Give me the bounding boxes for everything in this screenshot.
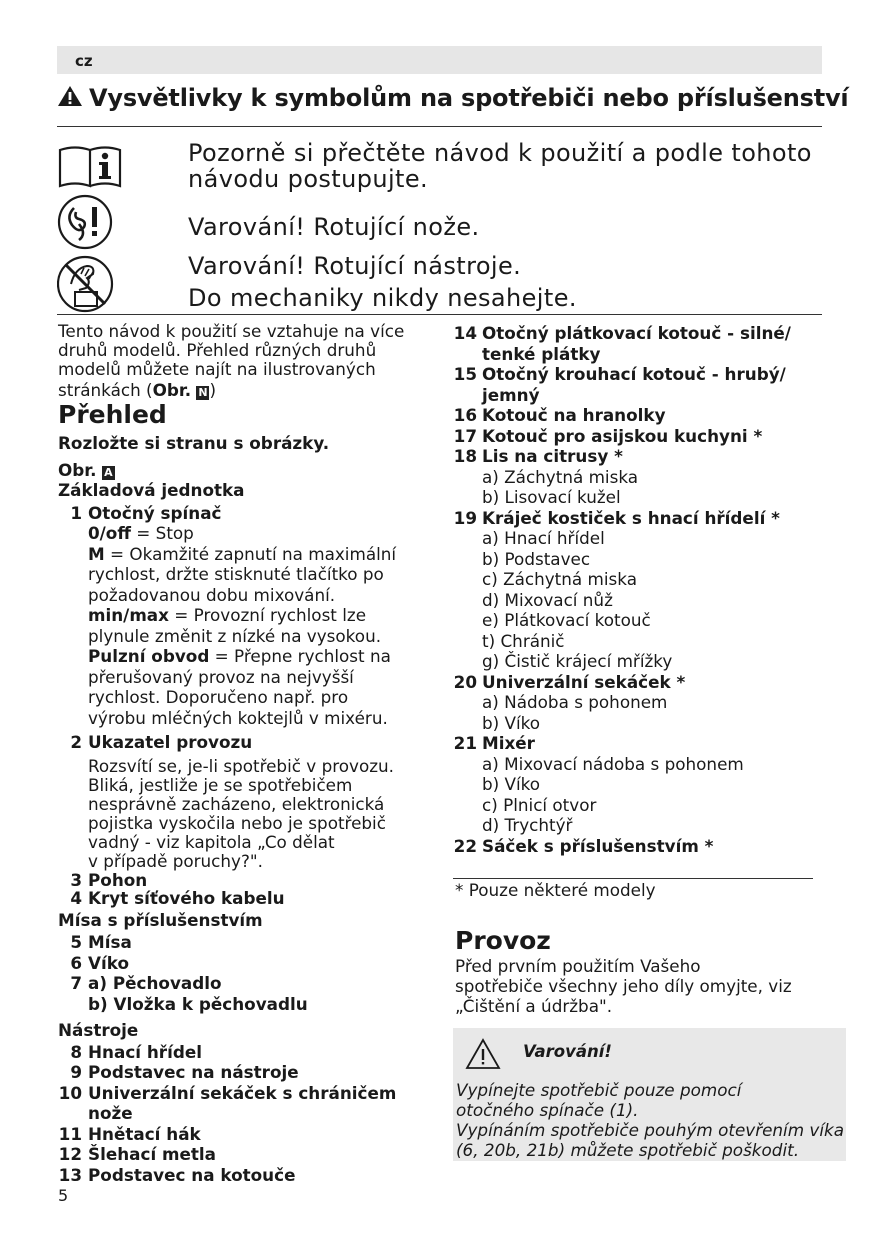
- text-fragment: = Okamžité zapnutí na maximální: [104, 543, 397, 564]
- list-item: [453, 364, 843, 405]
- text-line: [88, 605, 438, 626]
- section-label: Základová jednotka: [58, 480, 245, 500]
- language-code: cz: [75, 52, 93, 70]
- text-line: Bliká, jestliže je se spotřebičem: [88, 774, 353, 795]
- language-bar: [57, 46, 822, 74]
- text-line: plynule změnit z nízké na vysokou.: [88, 625, 382, 646]
- item-number: 22: [453, 835, 477, 856]
- term: M: [88, 543, 105, 564]
- text-line: pojistka vyskočila nebo je spotřebič: [88, 812, 386, 833]
- item-title: a) Pěchovadlo: [88, 973, 222, 993]
- sub-item: a) Mixovací nádoba s pohonem: [482, 753, 744, 774]
- item-title: tenké plátky: [482, 343, 601, 364]
- item-title: Kotouč pro asijskou kuchyni *: [482, 425, 763, 446]
- sub-item: c) Záchytná miska: [482, 569, 637, 589]
- list-item: [58, 932, 438, 953]
- item-number: 17: [453, 425, 477, 446]
- text-line: výrobu mléčných koktejlů v mixéru.: [88, 707, 388, 728]
- text-line: rychlost, držte stisknuté tlačítko po: [88, 564, 384, 584]
- sub-item: t) Chránič: [482, 630, 565, 651]
- sub-item: b) Lisovací kužel: [482, 487, 621, 507]
- item-number: 14: [453, 323, 477, 343]
- text-line: [58, 460, 438, 481]
- overview-list: [58, 433, 438, 1185]
- text-fragment: = Provozní rychlost lze: [168, 605, 367, 625]
- item-title: Ukazatel provozu: [88, 732, 253, 752]
- text-line: požadovanou dobu mixování.: [88, 584, 336, 605]
- item-title: Víko: [88, 952, 129, 973]
- sub-item: a) Nádoba s pohonem: [482, 692, 668, 712]
- figure-ref: Obr.: [152, 380, 192, 400]
- text-line: v případě poruchy?".: [88, 850, 263, 871]
- item-number: 2: [70, 732, 82, 752]
- warning-title: Varování!: [523, 1042, 612, 1061]
- symbol-text-line: návodu postupujte.: [188, 165, 429, 193]
- figure-ref: Obr.: [58, 459, 97, 480]
- term: min/max: [88, 605, 169, 625]
- text-line: [88, 523, 438, 544]
- text-line: spotřebiče všechny jeho díly omyjte, viz: [455, 976, 792, 996]
- sub-item: b) Víko: [482, 712, 541, 733]
- item-title: Kryt síťového kabelu: [88, 887, 285, 908]
- symbol-text-line: Pozorně si přečtěte návod k použití a podle tohoto: [188, 139, 812, 167]
- page-number: 5: [58, 1186, 69, 1205]
- text-line: nesprávně zacházeno, elektronická: [88, 793, 385, 814]
- text-line: [58, 381, 438, 400]
- list-item: [453, 405, 843, 426]
- section-label: Nástroje: [58, 1020, 139, 1040]
- symbol-text-line: Do mechaniky nikdy nesahejte.: [188, 284, 577, 312]
- list-item: [453, 446, 843, 508]
- sub-item: d) Trychtýř: [482, 815, 573, 835]
- list-item: [58, 871, 438, 889]
- list-item: [453, 672, 843, 734]
- operation-heading: Provoz: [455, 926, 551, 955]
- item-number: 7: [70, 973, 82, 993]
- item-title: Šlehací metla: [88, 1144, 216, 1164]
- term: 0/off: [88, 523, 131, 543]
- list-item: [58, 1165, 438, 1186]
- item-number: 5: [70, 932, 82, 952]
- page-title-text: Vysvětlivky k symbolům na spotřebiči nebo příslušenství: [89, 84, 849, 112]
- title-divider: [57, 126, 822, 127]
- list-item: [453, 426, 843, 447]
- item-title: Otočný plátkovací kotouč - silné/: [482, 323, 791, 343]
- item-number: 9: [70, 1062, 82, 1082]
- overview-heading: Přehled: [58, 400, 167, 429]
- item-number: 8: [70, 1041, 82, 1062]
- item-title: Kotouč na hranolky: [482, 405, 666, 425]
- item-title: nože: [88, 1103, 133, 1123]
- item-number: 6: [70, 952, 82, 973]
- sub-item: d) Mixovací nůž: [482, 589, 613, 610]
- item-number: 4: [70, 887, 82, 908]
- item-title: b) Vložka k pěchovadlu: [88, 993, 308, 1014]
- text-line: modelů můžete najít na ilustrovaných: [58, 359, 376, 379]
- sub-item: b) Víko: [482, 774, 541, 794]
- item-number: 19: [453, 507, 477, 528]
- item-title: jemný: [482, 384, 540, 405]
- text-line: [88, 544, 438, 565]
- item-number: 3: [70, 869, 82, 890]
- list-item: [58, 1124, 438, 1145]
- list-item: [58, 503, 438, 729]
- text-line: přerušovaný provoz na nejvyšší: [88, 666, 354, 687]
- list-item: [58, 1083, 438, 1124]
- item-number: 13: [58, 1164, 82, 1185]
- text-line: „Čištění a údržba".: [455, 996, 613, 1016]
- symbol-text-rotating-blades: [188, 214, 480, 240]
- item-title: Otočný spínač: [88, 502, 222, 523]
- read-manual-icon: [57, 140, 127, 190]
- text-line: Před prvním použitím Vašeho: [455, 956, 701, 976]
- text-line: Tento návod k použití se vztahuje na více: [58, 321, 405, 341]
- text-line: druhů modelů. Přehled různých druhů: [58, 340, 377, 360]
- list-item: [58, 953, 438, 974]
- item-number: 20: [453, 671, 477, 692]
- sub-item: a) Hnací hřídel: [482, 528, 605, 548]
- item-title: Podstavec na kotouče: [88, 1164, 296, 1185]
- symbol-text-rotating-tools: [188, 253, 577, 311]
- term: Pulzní obvod: [88, 646, 210, 666]
- text-line: Rozsvítí se, je-li spotřebič v provozu.: [88, 755, 394, 776]
- warning-triangle-icon: [57, 85, 83, 107]
- item-title: Otočný krouhací kotouč - hrubý/: [482, 364, 786, 384]
- sub-item: a) Záchytná miska: [482, 466, 639, 487]
- text-line: [88, 646, 438, 667]
- item-number: 12: [58, 1144, 82, 1164]
- symbol-text-line: Varování! Rotující nože.: [188, 213, 480, 241]
- item-title: Hnětací hák: [88, 1123, 201, 1144]
- item-title: Kráječ kostiček s hnací hřídelí *: [482, 507, 780, 528]
- list-item: [453, 733, 843, 836]
- item-title: Lis na citrusy *: [482, 446, 623, 466]
- item-number: 10: [58, 1082, 82, 1103]
- item-number: 21: [453, 733, 477, 753]
- warning-triangle-icon: [465, 1038, 501, 1070]
- operation-paragraph: [455, 956, 845, 1016]
- item-number: 18: [453, 446, 477, 466]
- figure-badge: A: [102, 466, 115, 480]
- symbols-divider: [57, 314, 822, 315]
- list-item: [58, 1042, 438, 1063]
- footnote: * Pouze některé modely: [455, 880, 656, 900]
- sub-item: c) Plnicí otvor: [482, 794, 597, 815]
- list-item: [58, 973, 438, 1014]
- figure-badge: N: [198, 386, 208, 399]
- text-line: Vypínejte spotřebič pouze pomocí: [456, 1080, 742, 1100]
- text-fragment: = Stop: [130, 523, 194, 543]
- text-line: rychlost. Doporučeno např. pro: [88, 687, 349, 707]
- text-line: vadný - viz kapitola „Co dělat: [88, 831, 335, 852]
- no-hand-rotating-tools-icon: [57, 254, 117, 314]
- section-label: Mísa s příslušenstvím: [58, 909, 263, 930]
- warning-box: [453, 1028, 846, 1161]
- list-item: [453, 508, 843, 672]
- list-item: [58, 1144, 438, 1165]
- text-line: Vypínáním spotřebiče pouhým otevřením víka: [456, 1120, 844, 1140]
- text-fragment: = Přepne rychlost na: [209, 646, 391, 666]
- text-line: otočného spínače (1).: [456, 1100, 639, 1120]
- text-line: Rozložte si stranu s obrázky.: [58, 433, 330, 453]
- intro-paragraph: [58, 322, 438, 400]
- list-item: [453, 836, 843, 857]
- page-title: [57, 84, 849, 112]
- item-title: Univerzální sekáček *: [482, 671, 686, 692]
- overview-list-continued: [453, 323, 843, 856]
- item-title: Hnací hřídel: [88, 1041, 202, 1062]
- text-fragment: ): [209, 380, 217, 400]
- item-title: Pohon: [88, 869, 148, 890]
- sub-item: e) Plátkovací kotouč: [482, 610, 651, 630]
- rotating-blades-warning-icon: [57, 194, 117, 250]
- symbol-text-read-manual: [188, 140, 812, 192]
- item-title: Mísa: [88, 932, 132, 952]
- item-description: [88, 757, 438, 871]
- list-item: [58, 1062, 438, 1083]
- sub-item: b) Podstavec: [482, 548, 591, 569]
- item-title: Mixér: [482, 733, 535, 753]
- item-title: Podstavec na nástroje: [88, 1062, 299, 1082]
- list-item: [453, 323, 843, 364]
- item-number: 1: [70, 502, 82, 523]
- sub-item: g) Čistič krájecí mřížky: [482, 651, 673, 671]
- text-fragment: stránkách (: [58, 380, 153, 400]
- item-title: Sáček s příslušenstvím *: [482, 835, 714, 856]
- footnote-divider: [453, 878, 813, 879]
- list-item: [58, 732, 438, 871]
- symbol-text-line: Varování! Rotující nástroje.: [188, 252, 522, 280]
- item-number: 11: [58, 1123, 82, 1144]
- text-line: (6, 20b, 21b) můžete spotřebič poškodit.: [456, 1140, 800, 1160]
- item-title: Univerzální sekáček s chráničem: [88, 1082, 397, 1103]
- warning-text: [456, 1080, 844, 1160]
- item-number: 16: [453, 405, 477, 425]
- list-item: [58, 889, 438, 908]
- item-number: 15: [453, 364, 477, 384]
